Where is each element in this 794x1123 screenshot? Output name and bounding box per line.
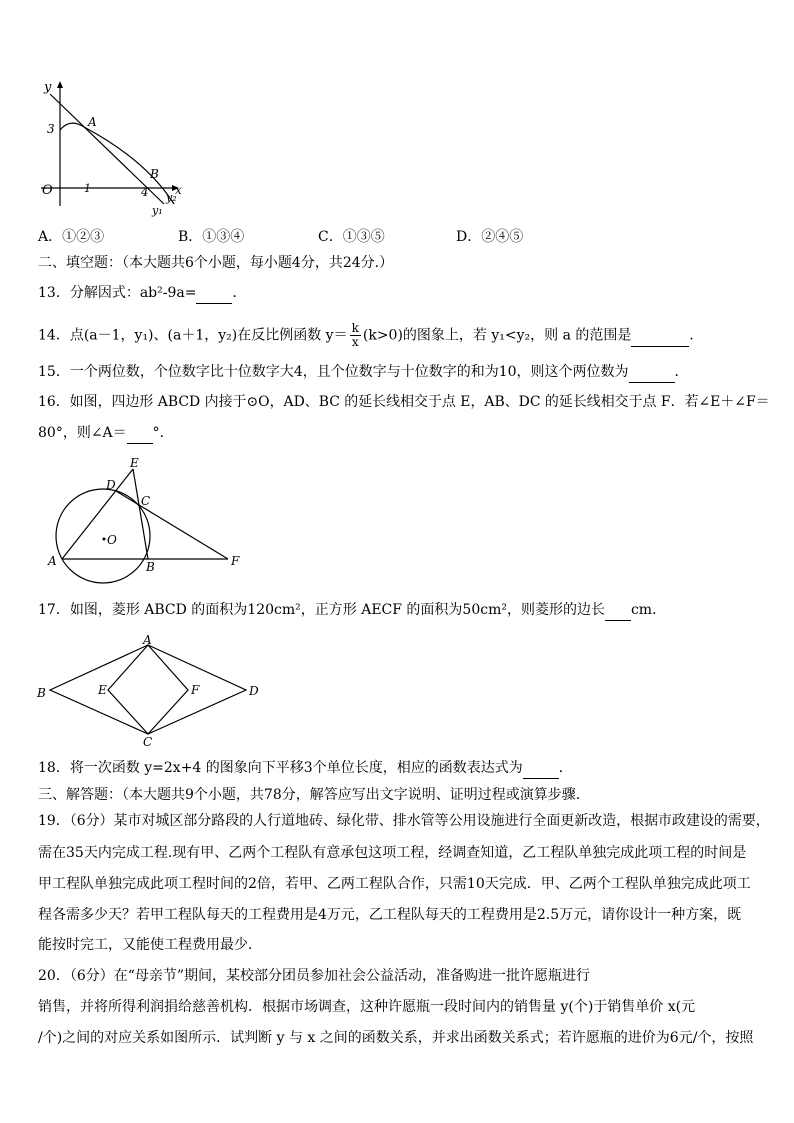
question-16-line2 — [38, 423, 174, 444]
q13-answer-blank[interactable] — [196, 283, 232, 304]
q16-text: 80°，则∠A＝ — [38, 425, 127, 441]
rhombus-square-figure — [36, 633, 266, 748]
circle-quadrilateral-figure — [40, 455, 250, 575]
origin-label: O — [42, 183, 53, 198]
q18-answer-blank[interactable] — [523, 758, 559, 779]
segment-df — [116, 491, 228, 559]
label-b: B — [37, 686, 46, 700]
label-f: F — [191, 683, 200, 697]
segment-be — [133, 469, 151, 559]
y-axis-arrow — [57, 81, 63, 88]
label-e: E — [130, 456, 139, 470]
label-c: C — [141, 494, 151, 508]
q17-answer-blank[interactable] — [605, 600, 631, 621]
label-e: E — [98, 683, 107, 697]
q14-answer-blank[interactable] — [631, 326, 689, 347]
question-20-line2: 销售，并将所得利润捐给慈善机构．根据市场调查，这种许愿瓶一段时间内的销售量 y(个)于销售单价 x(元 — [38, 999, 696, 1015]
question-19-line4: 程各需多少天？若甲工程队每天的工程费用是4万元，乙工程队每天的工程费用是2.5万元，请你设计一种方案，既 — [38, 907, 742, 923]
question-19-line5: 能按时完工，又能使工程费用最少． — [38, 937, 262, 953]
center-o-point — [103, 538, 106, 541]
x-tick-1: 1 — [84, 182, 91, 195]
question-20-line3: /个)之间的对应关系如图所示．试判断 y 与 x 之间的函数关系，并求出函数关系式；若许愿瓶的进价为6元/个，按照 — [38, 1030, 754, 1046]
q13-end: ． — [232, 285, 247, 301]
question-14 — [38, 322, 703, 349]
q14-end: ． — [689, 327, 704, 344]
q14-frac-num: k — [351, 321, 359, 335]
rhombus-abcd — [50, 645, 246, 734]
question-20-line1: 20．（6分）在“母亲节”期间，某校部分团员参加社会公益活动，准备购进一批许愿瓶进行 — [38, 968, 591, 984]
question-15 — [38, 362, 689, 383]
question-19-line2: 需在35天内完成工程.现有甲、乙两个工程队有意承包这项工程，经调查知道，乙工程队单独完成此项工程的时间是 — [38, 845, 747, 861]
q13-text: 13．分解因式：ab²-9a= — [38, 285, 197, 301]
label-f: F — [231, 554, 240, 568]
question-18 — [38, 758, 573, 779]
line-y1-label: y₁ — [152, 204, 163, 217]
label-o: O — [107, 533, 117, 547]
q18-end: ． — [558, 760, 573, 776]
q18-text: 18．将一次函数 y=2x+4 的图象向下平移3个单位长度，相应的函数表达式为 — [38, 760, 523, 776]
point-b-label: B — [150, 167, 159, 181]
question-13 — [38, 283, 246, 304]
label-c: C — [143, 735, 153, 749]
q16-answer-blank[interactable] — [127, 423, 153, 444]
curve-y2-label: y₂ — [166, 191, 177, 204]
label-d: D — [106, 478, 116, 492]
curve-y2 — [60, 123, 174, 204]
section3-heading: 三、解答题：（本大题共9个小题，共78分，解答应写出文字说明、证明过程或演算步骤． — [38, 787, 590, 803]
option-c[interactable]: C．①③⑤ — [318, 229, 385, 245]
question-19-line3: 甲工程队单独完成此项工程时间的2倍，若甲、乙两工程队合作，只需10天完成．甲、乙两个工程队单独完成此项工 — [38, 876, 751, 892]
point-a-label: A — [88, 115, 97, 129]
x-axis-label: x — [175, 183, 182, 197]
function-graph-figure — [36, 78, 196, 223]
q14-frac-den: x — [351, 335, 359, 349]
answer-options — [38, 227, 523, 247]
q15-end: ． — [674, 364, 689, 380]
q14-text-after: (k>0)的图象上，若 y₁<y₂，则 a 的范围是 — [362, 327, 632, 344]
option-d[interactable]: D．②④⑤ — [456, 229, 524, 245]
y-axis-label: y — [44, 80, 52, 95]
q17-end: cm． — [630, 602, 667, 618]
q14-fraction — [350, 322, 361, 349]
segment-ae — [62, 469, 133, 559]
q14-text-before: 14．点(a－1，y₁)、(a＋1，y₂)在反比例函数 y＝ — [38, 327, 348, 344]
option-a[interactable]: A．①②③ — [38, 229, 105, 245]
section2-heading: 二、填空题：（本大题共6个小题，每小题4分，共24分.） — [38, 255, 394, 271]
q15-text: 15．一个两位数，个位数字比十位数字大4，且个位数字与十位数字的和为10，则这个两位数为 — [38, 364, 629, 380]
q16-end: °． — [152, 425, 174, 441]
q17-text: 17．如图，菱形 ABCD 的面积为120cm²，正方形 AECF 的面积为50cm²，则菱形的边长 — [38, 602, 605, 618]
label-a: A — [143, 633, 152, 647]
label-b: B — [146, 560, 155, 574]
y-tick-3: 3 — [47, 122, 55, 136]
x-tick-4: 4 — [141, 185, 149, 199]
option-b[interactable]: B．①③④ — [178, 229, 245, 245]
question-16-line1: 16．如图，四边形 ABCD 内接于⊙O，AD、BC 的延长线相交于点 E，AB、DC 的延长线相交于点 F．若∠E＋∠F＝ — [38, 394, 770, 410]
question-17 — [38, 600, 666, 621]
q15-answer-blank[interactable] — [629, 362, 675, 383]
question-19-line1: 19．（6分）某市对城区部分路段的人行道地砖、绿化带、排水管等公用设施进行全面更新改造，根据市政建设的需要， — [38, 813, 770, 829]
label-d: D — [249, 684, 259, 698]
label-a: A — [48, 554, 57, 568]
